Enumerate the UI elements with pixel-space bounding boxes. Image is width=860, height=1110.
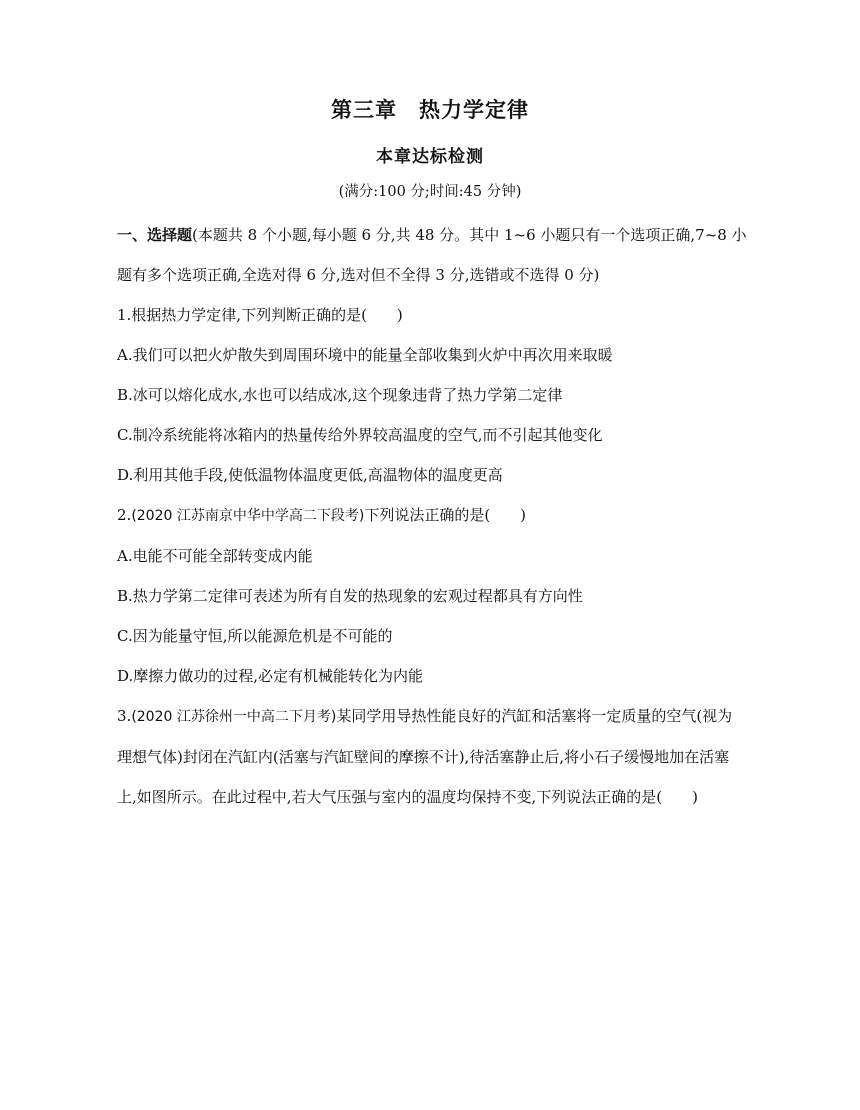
question-1-option-c: C.制冷系统能将冰箱内的热量传给外界较高温度的空气,而不引起其他变化 — [117, 426, 603, 444]
section-instruction: (本题共 8 个小题,每小题 6 分,共 48 分。其中 1~6 小题只有一个选项正确,7~8 小题有多个选项正确,全选对得 6 分,选对但不全得 3 分,选错或不选得 0 分) — [117, 226, 747, 284]
question-1-option-b: B.冰可以熔化成水,水也可以结成冰,这个现象违背了热力学第二定律 — [117, 386, 563, 404]
section-heading — [117, 215, 747, 295]
question-3-text: 某同学用导热性能良好的汽缸和活塞将一定质量的空气(视为理想气体)封闭在汽缸内(活塞与汽缸壁间的摩擦不计),待活塞静止后,将小石子缓慢地加在活塞上,如图所示。在此过程中,若大气压强与室内的温度均保持不变,下列说法正确的是( ) — [117, 707, 733, 806]
question-2-option-d: D.摩擦力做功的过程,必定有机械能转化为内能 — [117, 667, 424, 685]
question-content — [117, 215, 747, 817]
question-3-number: 3. — [117, 707, 132, 725]
section-label: 一、选择题 — [117, 226, 193, 244]
question-1-option-a: A.我们可以把火炉散失到周围环境中的能量全部收集到火炉中再次用来取暖 — [117, 346, 613, 364]
question-2-source: (2020 江苏南京中华中学高二下段考) — [131, 508, 365, 524]
question-2-stem — [117, 495, 747, 536]
page-subtitle: 本章达标检测 — [376, 147, 484, 167]
question-1-option-d: D.利用其他手段,使低温物体温度更低,高温物体的温度更高 — [117, 466, 503, 484]
chapter-name: 热力学定律 — [419, 98, 529, 122]
question-1-stem: 1.根据热力学定律,下列判断正确的是( ) — [117, 306, 403, 324]
question-2-option-c: C.因为能量守恒,所以能源危机是不可能的 — [117, 627, 393, 645]
question-2-option-b: B.热力学第二定律可表述为所有自发的热现象的宏观过程都具有方向性 — [117, 587, 583, 605]
question-3-source: (2020 江苏徐州一中高二下月考) — [131, 709, 337, 725]
chapter-number: 第三章 — [331, 98, 397, 122]
question-2-number: 2. — [117, 506, 132, 524]
question-2-option-a: A.电能不可能全部转变成内能 — [117, 547, 313, 565]
question-3-stem — [117, 696, 747, 817]
chapter-title — [0, 94, 860, 124]
exam-meta: (满分:100 分;时间:45 分钟) — [338, 184, 522, 200]
question-2-text: 下列说法正确的是( ) — [364, 506, 527, 524]
